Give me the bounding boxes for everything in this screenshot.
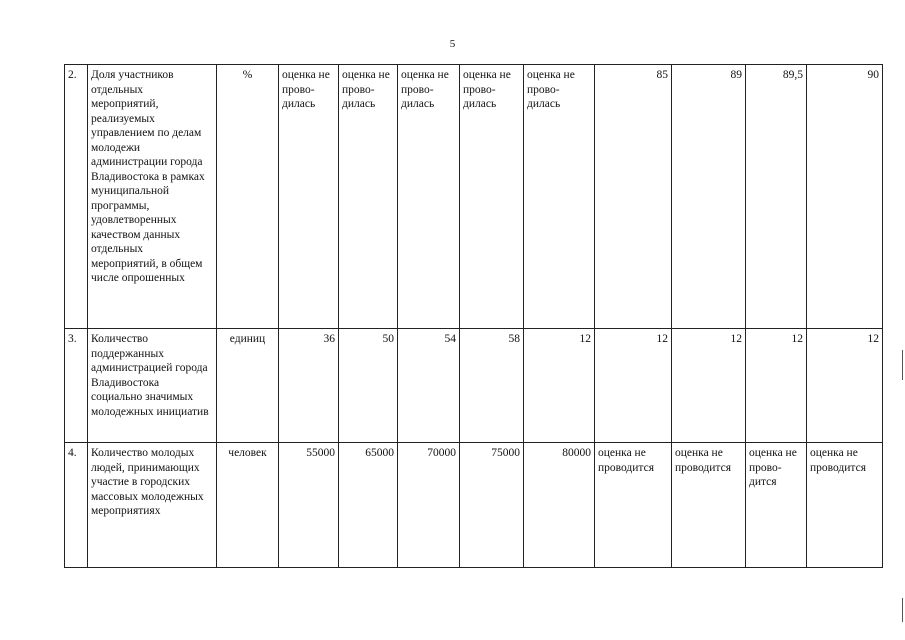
value-cell: оценка не прово- дится (746, 443, 807, 568)
value-cell: 85 (595, 65, 672, 329)
value-cell: 36 (279, 329, 339, 443)
value-cell: оценка не прово- дилась (524, 65, 595, 329)
scan-edge-mark (902, 598, 903, 622)
value-cell: 75000 (460, 443, 524, 568)
unit-cell: % (217, 65, 279, 329)
value-cell: 55000 (279, 443, 339, 568)
value-cell: 54 (398, 329, 460, 443)
value-cell: 65000 (339, 443, 398, 568)
value-cell: 12 (524, 329, 595, 443)
value-cell: 12 (672, 329, 746, 443)
value-cell: 58 (460, 329, 524, 443)
indicator-name: Количество поддержанных администрацией города Владивостока социально значимых молодежных инициатив (88, 329, 217, 443)
row-number: 3. (65, 329, 88, 443)
value-cell: оценка не проводится (807, 443, 883, 568)
value-cell: 89 (672, 65, 746, 329)
indicators-table (64, 64, 883, 568)
indicator-name: Количество молодых людей, принимающих участие в городских массовых молодежных мероприятиях (88, 443, 217, 568)
page-number: 5 (449, 38, 456, 50)
table-row (65, 65, 883, 329)
value-cell: 89,5 (746, 65, 807, 329)
value-cell: 70000 (398, 443, 460, 568)
value-cell: оценка не прово- дилась (339, 65, 398, 329)
table-row (65, 329, 883, 443)
value-cell: оценка не прово- дилась (460, 65, 524, 329)
value-cell: 90 (807, 65, 883, 329)
value-cell: оценка не проводится (595, 443, 672, 568)
indicator-name: Доля участников отдельных мероприятий, реализуемых управлением по делам молодежи администрации города Владивостока в рамках муниципальной программы, удовлетворенных качеством данных отдельных мероприятий, в общем числе опрошенных (88, 65, 217, 329)
unit-cell: единиц (217, 329, 279, 443)
unit-cell: человек (217, 443, 279, 568)
value-cell: оценка не проводится (672, 443, 746, 568)
value-cell: 80000 (524, 443, 595, 568)
value-cell: 50 (339, 329, 398, 443)
value-cell: оценка не прово- дилась (398, 65, 460, 329)
row-number: 4. (65, 443, 88, 568)
row-number: 2. (65, 65, 88, 329)
table-row (65, 443, 883, 568)
scan-edge-mark (902, 350, 903, 380)
value-cell: 12 (595, 329, 672, 443)
value-cell: 12 (807, 329, 883, 443)
value-cell: 12 (746, 329, 807, 443)
value-cell: оценка не прово- дилась (279, 65, 339, 329)
